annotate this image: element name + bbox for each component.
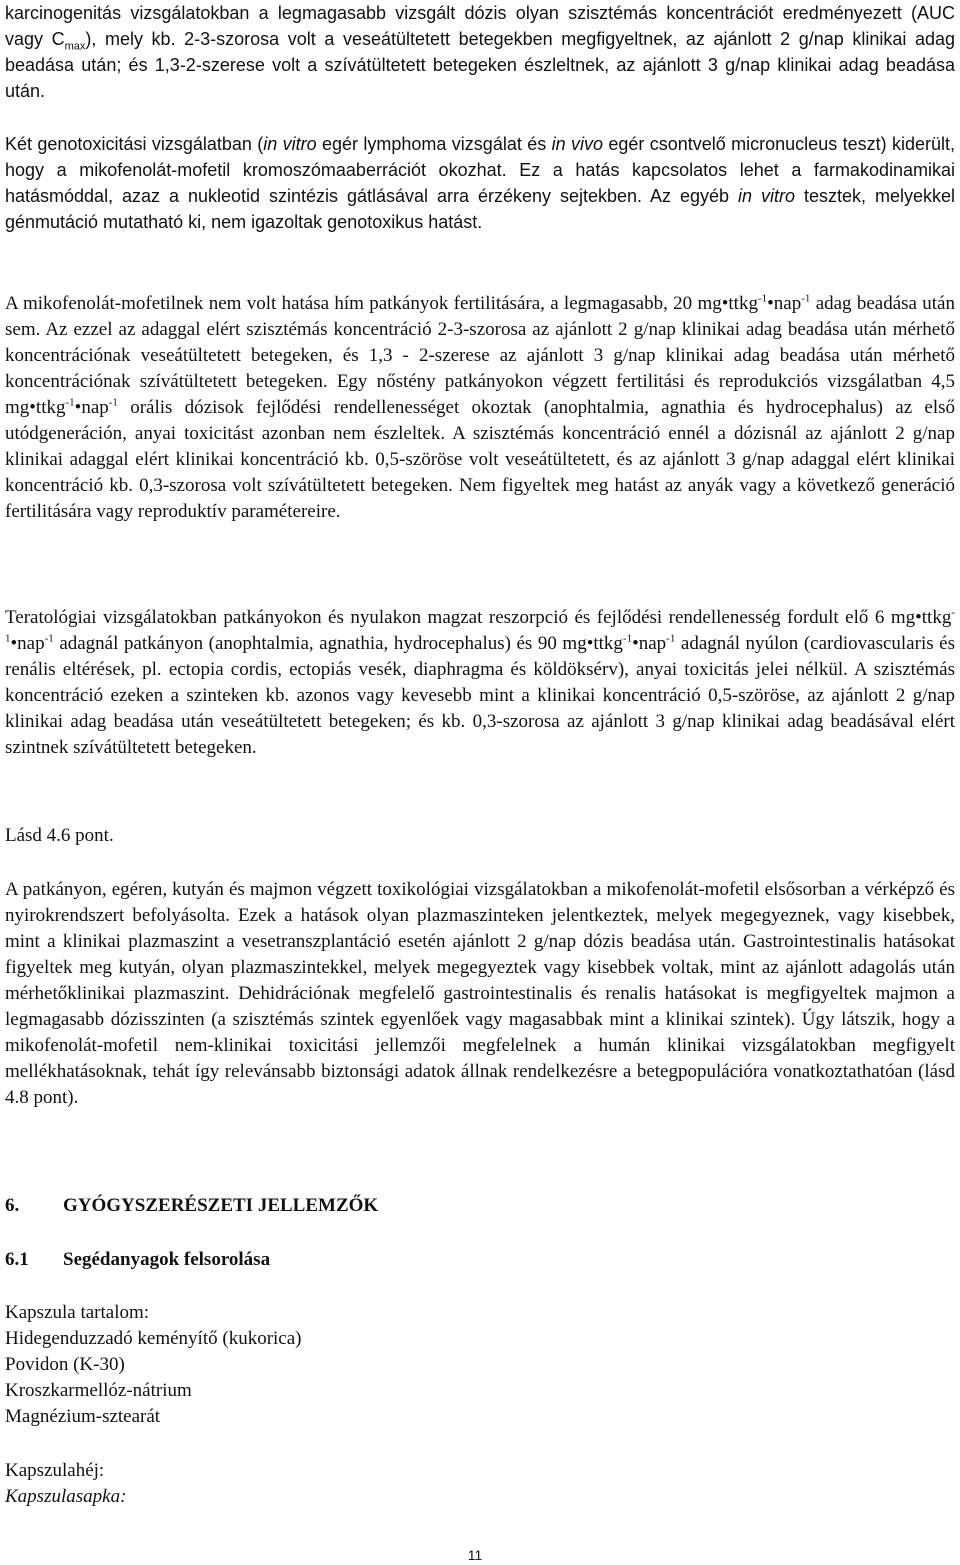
section-heading-6-1: 6.1 Segédanyagok felsorolása	[5, 1249, 271, 1270]
list-item: Hidegenduzzadó keményítő (kukorica)	[5, 1328, 302, 1349]
paragraph-fertility: A mikofenolát-mofetilnek nem volt hatása hím patkányok fertilitására, a legmagasabb, 20 mg•ttkg$^{-1}$•nap$^{-1}$ adag beadása után sem. Az ezzel az adaggal elért szisztémás koncentráció 2-3-szorosa az ajánlott 2 g/nap klinikai adag beadása után mérhető koncentrációnak veseátültetett betegeken, és 1,3 - 2-szerese az ajánlott 3 g/nap klinikai adag beadása után mérhető koncentrációnak szívátültetett betegeken. Egy nőstény patkányokon végzett fertilitási és reprodukciós vizsgálatban 4,5 mg•ttkg$^{-1}$•nap$^{-1}$ orális dózisok fejlődési rendellenességet okoztak (anophtalmia, agnathia és hydrocephalus) az első utódgeneráción, anyai toxicitást azonban nem észleltek. A szisztémás koncentráció ennél a dózisnál az ajánlott 2 g/nap klinikai adaggal elért klinikai koncentráció kb. 0,5-szöröse volt veseátültetett, és az ajánlott 3 g/nap adaggal elért klinikai koncentráció kb. 0,3-szorosa volt szívátültetett betegeken. Nem figyeltek meg hatást az anyák vagy a következő generáció fertilitására vagy reproduktív paramétereire.	[5, 292, 955, 522]
capsule-shell-title: Kapszulahéj:	[5, 1460, 105, 1481]
capsule-content-list	[5, 1300, 955, 1430]
page-number: 11	[467, 1547, 483, 1563]
capsule-cap-title: Kapszulasapka:	[5, 1486, 127, 1507]
paragraph-see-reference: Lásd 4.6 pont.	[5, 825, 114, 846]
paragraph-genotoxicity: Két genotoxicitási vizsgálatban (in vitro egér lymphoma vizsgálat és in vivo egér csontvelő micronucleus teszt) kiderült, hogy a mikofenolát-mofetil kromoszómaaberrációt okozhat. Ez a hatás kapcsolatos lehet a farmakodinamikai hatásmóddal, azaz a nukleotid szintézis gátlásával arra érzékeny sejtekben. Az egyéb in vitro tesztek, melyekkel génmutáció mutatható ki, nem igazoltak genotoxikus hatást.	[5, 134, 955, 232]
list-item: Kroszkarmellóz-nátrium	[5, 1380, 192, 1401]
list-item: Magnézium-sztearát	[5, 1406, 161, 1427]
capsule-shell-block	[5, 1458, 955, 1510]
section-heading-6: 6. GYÓGYSZERÉSZETI JELLEMZŐK	[5, 1195, 379, 1216]
capsule-content-title: Kapszula tartalom:	[5, 1302, 150, 1323]
list-item: Povidon (K-30)	[5, 1354, 125, 1375]
paragraph-carcinogenicity: karcinogenitás vizsgálatokban a legmagasabb vizsgált dózis olyan szisztémás koncentrációt eredményezett (AUC vagy $C_{max}$), mely kb. 2-3-szorosa volt a veseátültetett betegekben megfigyeltnek, az ajánlott 2 g/nap klinikai adag beadása után; és 1,3-2-szerese volt a szívátültetett betegeken észleltnek, az ajánlott 3 g/nap klinikai adag beadása után.	[5, 3, 955, 101]
paragraph-toxicology: A patkányon, egéren, kutyán és majmon végzett toxikológiai vizsgálatokban a mikofenolát-mofetil elsősorban a vérképző és nyirokrendszert befolyásolta. Ezek a hatások olyan plazmaszinteken jelentkeztek, melyek megegyeznek, vagy kisebbek, mint a klinikai plazmaszint a vesetranszplantáció esetén ajánlott 2 g/nap dózis beadása után. Gastrointestinalis hatásokat figyeltek meg kutyán, olyan plazmaszintekkel, melyek megegyeztek vagy kisebbek voltak, mint az ajánlott adagolás után mérhetőklinikai plazmaszint. Dehidrációnak megfelelő gastrointestinalis és renalis hatásokat is megfigyeltek majmon a legmagasabb dózisszinten (a szisztémás szintek egyenlőek vagy magasabbak mint a klinikai szintek). Úgy látszik, hogy a mikofenolát-mofetil nem-klinikai toxicitási jellemzői megfelelnek a humán klinikai vizsgálatokban megfigyelt mellékhatásoknak, tehát így relevánsabb biztonsági adatok állnak rendelkezésre a betegpopulációra vonatkoztathatóan (lásd 4.8 pont).	[5, 879, 955, 1108]
paragraph-teratology: Teratológiai vizsgálatokban patkányokon és nyulakon magzat reszorpció és fejlődési rendellenesség fordult elő 6 mg•ttkg$^{-1}$•nap$^{-1}$ adagnál patkányon (anophtalmia, agnathia, hydrocephalus) és 90 mg•ttkg$^{-1}$•nap$^{-1}$ adagnál nyúlon (cardiovascularis és renális eltérések, pl. ectopia cordis, ectopiás vesék, diaphragma és köldöksérv), anyai toxicitás jelei nélkül. A szisztémás koncentráció ezeken a szinteken kb. azonos vagy kevesebb mint a klinikai koncentráció 0,5-szöröse, az ajánlott 2 g/nap klinikai adag beadása után veseátültetett betegeken; és kb. 0,3-szorosa az ajánlott 3 g/nap klinikai adag beadásával elért szintnek szívátültetett betegeken.	[5, 606, 955, 758]
